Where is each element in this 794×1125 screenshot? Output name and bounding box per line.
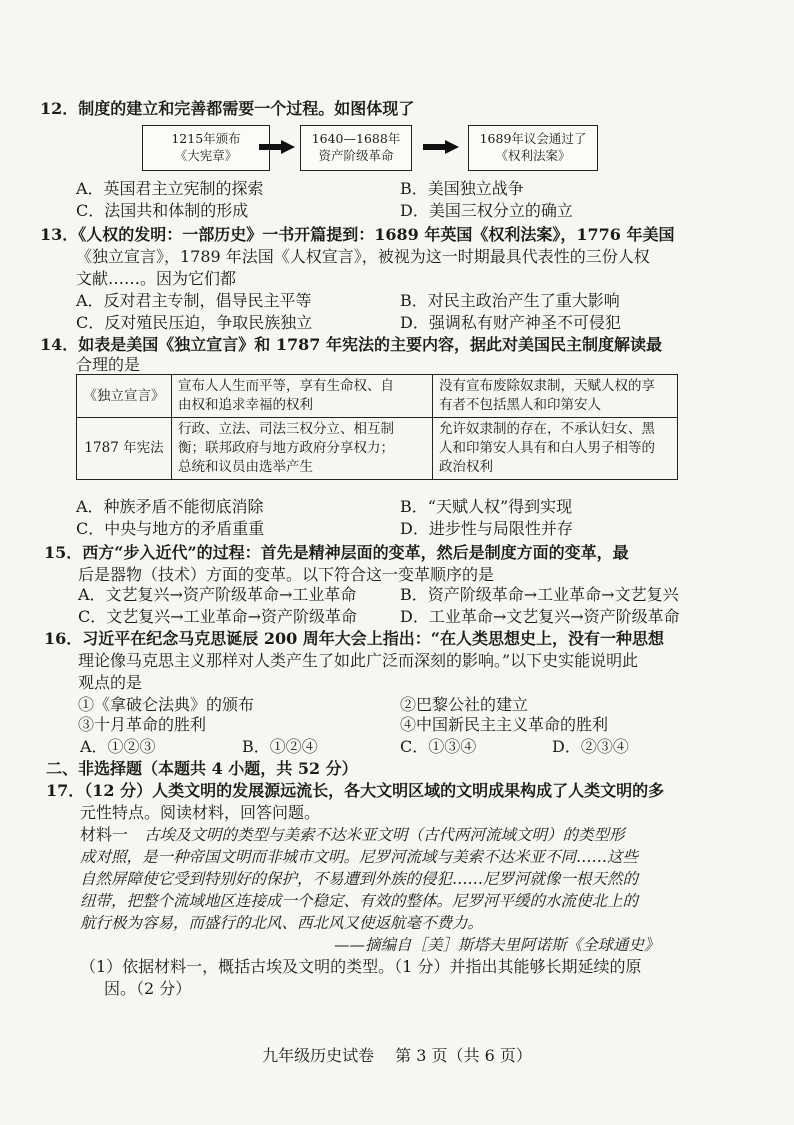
flow-box-3-line2: 《权利法案》 — [495, 148, 571, 163]
q17-sub1-line1: （1）依据材料一，概括古埃及文明的类型。（1 分）并指出其能够长期延续的原 — [80, 957, 642, 976]
arrow-right-icon — [259, 140, 295, 154]
q13-option-b[interactable]: B．对民主政治产生了重大影响 — [400, 291, 620, 310]
q16-option-a[interactable]: A．①②③ — [80, 737, 156, 756]
cell-line: 允许奴隶制的存在，不承认妇女、黑 — [439, 421, 655, 437]
q12-option-a[interactable]: A．英国君主立宪制的探索 — [76, 179, 264, 198]
q16-item-4: ④中国新民主主义革命的胜利 — [400, 715, 609, 734]
cell-line: 人和印第安人具有和白人男子相等的 — [439, 440, 655, 456]
q15-option-b[interactable]: B．资产阶级革命→工业革命→文艺复兴 — [400, 585, 679, 604]
arrow-right-icon — [423, 140, 459, 154]
q12-option-d[interactable]: D．美国三权分立的确立 — [400, 201, 573, 220]
section-heading: 二、非选择题（本题共 4 小题，共 52 分） — [46, 759, 358, 778]
table-cell — [433, 418, 678, 480]
flow-box-2-line2: 资产阶级革命 — [318, 148, 394, 163]
q15-stem-line2: 后是器物（技术）方面的变革。以下符合这一变革顺序的是 — [78, 565, 495, 584]
material-line-3: 自然屏障使它受到特别好的保护，不易遭到外族的侵犯……尼罗河就像一根天然的 — [80, 870, 639, 888]
q16-item-3: ③十月革命的胜利 — [78, 715, 207, 734]
q14-option-b[interactable]: B．“天赋人权”得到实现 — [400, 497, 573, 516]
flow-box-3 — [468, 125, 598, 171]
table-cell — [172, 375, 433, 418]
q14-option-c[interactable]: C．中央与地方的矛盾重重 — [76, 519, 265, 538]
q13-stem-line1: 13．《人权的发明：一部历史》一书开篇提到：1689 年英国《权利法案》，1776 年美国 — [40, 225, 675, 244]
q12-option-b[interactable]: B．美国独立战争 — [400, 179, 524, 198]
q16-option-b[interactable]: B．①②④ — [242, 737, 318, 756]
flow-box-1 — [142, 125, 270, 171]
cell-line: 宣布人人生而平等，享有生命权、自 — [178, 378, 394, 394]
flow-box-1-line2: 《大宪章》 — [174, 148, 238, 163]
q16-item-2: ②巴黎公社的建立 — [400, 695, 529, 714]
q14-table — [76, 374, 678, 480]
table-cell — [172, 418, 433, 480]
table-row — [77, 418, 678, 480]
q17-stem-line1: 17．（12 分）人类文明的发展源远流长，各大文明区域的文明成果构成了人类文明的多 — [46, 781, 665, 800]
material-line-2: 成对照，是一种帝国文明而非城市文明。尼罗河流域与美索不达米亚不同……这些 — [80, 848, 639, 866]
q15-option-c[interactable]: C．文艺复兴→工业革命→资产阶级革命 — [78, 607, 358, 626]
q16-option-c[interactable]: C．①③④ — [400, 737, 477, 756]
cell-line: 有者不包括黑人和印第安人 — [439, 397, 601, 413]
q14-stem-line2: 合理的是 — [76, 355, 141, 374]
q13-option-d[interactable]: D．强调私有财产神圣不可侵犯 — [400, 313, 621, 332]
q16-option-d[interactable]: D．②③④ — [552, 737, 629, 756]
flow-box-2-line1: 1640—1688年 — [311, 131, 401, 146]
q15-option-d[interactable]: D．工业革命→文艺复兴→资产阶级革命 — [400, 607, 680, 626]
cell-line: 衡；联邦政府与地方政府分享权力； — [178, 440, 394, 456]
q16-stem-line3: 观点的是 — [78, 673, 143, 692]
q16-stem-line1: 16．习近平在纪念马克思诞辰 200 周年大会上指出：“在人类思想史上，没有一种思想 — [44, 629, 665, 648]
q17-sub1-line2: 因。（2 分） — [104, 979, 192, 998]
q14-option-d[interactable]: D．进步性与局限性并存 — [400, 519, 573, 538]
q13-stem-line3: 文献……。因为它们都 — [76, 269, 237, 288]
cell-line: 行政、立法、司法三权分立、相互制 — [178, 421, 394, 437]
q16-stem-line2: 理论像马克思主义那样对人类产生了如此广泛而深刻的影响。”以下史实能说明此 — [78, 651, 639, 670]
table-row-head: 1787 年宪法 — [77, 418, 172, 480]
q14-stem-line1: 14．如表是美国《独立宣言》和 1787 年宪法的主要内容，据此对美国民主制度解读最 — [40, 335, 662, 354]
material-line-1 — [80, 824, 625, 846]
q13-stem-line2: 《独立宣言》，1789 年法国《人权宣言》，被视为这一时期最具代表性的三份人权 — [76, 247, 650, 266]
q15-option-a[interactable]: A．文艺复兴→资产阶级革命→工业革命 — [78, 585, 357, 604]
q16-item-1: ①《拿破仑法典》的颁布 — [78, 695, 255, 714]
q13-option-a[interactable]: A．反对君主专制，倡导民主平等 — [76, 291, 312, 310]
page-footer: 九年级历史试卷 第 3 页（共 6 页） — [262, 1046, 532, 1065]
table-row — [77, 375, 678, 418]
material-text: 古埃及文明的类型与美索不达米亚文明（古代两河流域文明）的类型形 — [144, 826, 625, 844]
material-source: ——摘编自［美］斯塔夫里阿诺斯《全球通史》 — [334, 936, 660, 954]
cell-line: 政治权利 — [439, 459, 493, 475]
table-cell — [433, 375, 678, 418]
material-line-4: 纽带，把整个流域地区连接成一个稳定、有效的整体。尼罗河平缓的水流使北上的 — [80, 892, 639, 910]
q13-option-c[interactable]: C．反对殖民压迫，争取民族独立 — [76, 313, 313, 332]
cell-line: 由权和追求幸福的权利 — [178, 397, 313, 413]
flow-box-3-line1: 1689年议会通过了 — [479, 131, 587, 146]
q12-option-c[interactable]: C．法国共和体制的形成 — [76, 201, 249, 220]
q12-stem: 12．制度的建立和完善都需要一个过程。如图体现了 — [40, 99, 415, 118]
q14-option-a[interactable]: A．种族矛盾不能彻底消除 — [76, 497, 264, 516]
q15-stem-line1: 15．西方“步入近代”的过程：首先是精神层面的变革，然后是制度方面的变革，最 — [44, 543, 629, 562]
flow-box-2 — [300, 125, 412, 171]
cell-line: 没有宣布废除奴隶制，天赋人权的享 — [439, 378, 655, 394]
q17-stem-line2: 元性特点。阅读材料，回答问题。 — [80, 803, 321, 822]
flow-box-1-line1: 1215年颁布 — [171, 131, 241, 146]
material-label: 材料一 — [80, 825, 129, 844]
cell-line: 总统和议员由选举产生 — [178, 459, 313, 475]
table-row-head: 《独立宣言》 — [77, 375, 172, 418]
material-line-5: 航行极为容易，而盛行的北风、西北风又使返航毫不费力。 — [80, 914, 484, 932]
